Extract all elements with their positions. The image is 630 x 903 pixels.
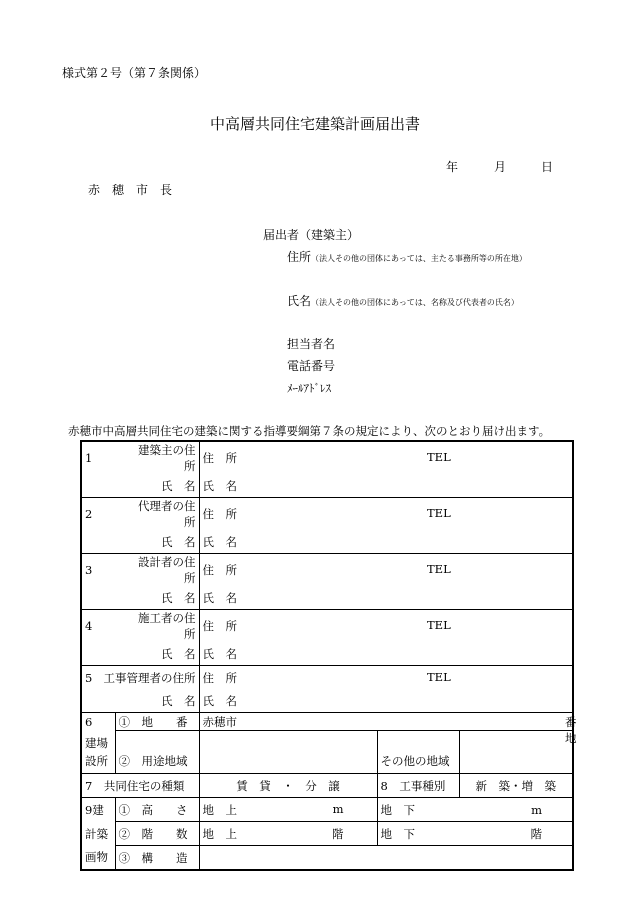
phone-label: 電話番号 [287, 359, 336, 373]
table-row [81, 798, 573, 822]
table-row [81, 846, 573, 871]
table-row [81, 689, 573, 713]
table-row [81, 474, 573, 498]
applicant-address-note: （法人その他の団体にあっては、主たる事務所等の所在地） [311, 254, 527, 263]
table-row [81, 610, 573, 643]
table-row [81, 530, 573, 554]
site-label-line2: 設所 [85, 753, 108, 768]
party-name-cell[interactable]: 氏 名 [199, 689, 573, 713]
table-row [81, 822, 573, 846]
table-row [81, 774, 573, 798]
party-number: 2 [85, 507, 93, 521]
party-number: 1 [85, 451, 93, 465]
lot-number-label: ① 地 番 [118, 714, 188, 729]
party-name-label: 氏 名 [161, 534, 196, 549]
party-role: 代理者の住 所 [138, 499, 207, 529]
date-day-label: 日 [541, 160, 554, 174]
applicant-address-label: 住所（法人その他の団体にあっては、主たる事務所等の所在地） [287, 250, 527, 264]
document-title: 中高層共同住宅建築計画届出書 [209, 115, 420, 133]
party-name-cell[interactable]: 氏 名 [199, 530, 573, 554]
tel-label: TEL [427, 669, 451, 684]
tel-label: TEL [427, 562, 451, 576]
floors-below-label-cell: 地 下 [377, 822, 459, 846]
height-below-label-cell: 地 下 [377, 798, 459, 822]
party-name-cell[interactable]: 氏 名 [199, 474, 573, 498]
applicant-name-note: （法人その他の団体にあっては、名称及び代表者の氏名） [311, 298, 519, 307]
form-number: 様式第２号（第７条関係） [62, 66, 207, 80]
structure-cell[interactable] [199, 846, 573, 871]
table-row [81, 731, 573, 774]
party-role: 設計者の住 所 [138, 555, 207, 585]
zoning-label: ② 用途地域 [118, 754, 188, 768]
other-zoning-label: その他の地域 [380, 754, 450, 768]
work-type-cell[interactable]: 新 築・増 築 [459, 774, 573, 798]
lot-number-cell[interactable]: 赤穂市 番地 [199, 713, 573, 731]
party-name-label: 氏 名 [161, 590, 196, 605]
party-number: 4 [85, 619, 93, 633]
party-address-cell[interactable]: 住 所 TEL [199, 666, 573, 690]
lot-suffix: 番地 [565, 714, 577, 745]
height-label: ① 高 さ [118, 802, 188, 817]
statement-text: 赤穂市中高層共同住宅の建築に関する指導要綱第７条の規定により、次のとおり届け出ます。 [68, 424, 551, 438]
party-name-cell[interactable]: 氏 名 [199, 642, 573, 666]
email-label: ﾒｰﾙｱﾄﾞﾚｽ [287, 382, 331, 395]
tel-label: TEL [427, 506, 451, 520]
floors-above-cell[interactable]: 地 上 階 [199, 822, 377, 846]
party-number: 5 [85, 670, 93, 685]
applicant-label: 届出者（建築主） [263, 228, 360, 242]
table-row [81, 441, 573, 474]
applicant-name-label: 氏名（法人その他の団体にあっては、名称及び代表者の氏名） [287, 294, 519, 308]
site-number: 6 [85, 714, 93, 729]
tel-label: TEL [427, 450, 451, 464]
table-row [81, 498, 573, 531]
building-label-3: 画物 [85, 850, 108, 865]
party-name-label: 氏 名 [161, 693, 196, 708]
building-label-1: 9建 [85, 802, 104, 817]
date-month-label: 月 [494, 160, 507, 174]
party-address-cell[interactable]: 住 所 TEL [199, 498, 573, 531]
party-role: 建築主の住 所 [138, 443, 207, 473]
building-label-2: 計築 [85, 826, 108, 841]
floors-label: ② 階 数 [118, 826, 188, 841]
party-name-cell[interactable]: 氏 名 [199, 586, 573, 610]
table-row [81, 713, 573, 731]
floors-below-cell[interactable]: 階 [459, 822, 573, 846]
party-name-label: 氏 名 [161, 478, 196, 493]
site-label-line1: 建場 [85, 735, 108, 750]
table-row [81, 642, 573, 666]
party-role: 施工者の住 所 [138, 611, 207, 641]
contact-person-label: 担当者名 [287, 337, 336, 351]
tel-label: TEL [427, 618, 451, 632]
work-type-label: 8 工事種別 [380, 778, 446, 793]
height-below-cell[interactable]: m [459, 798, 573, 822]
zoning-cell[interactable] [199, 731, 377, 774]
other-zoning-cell[interactable] [459, 731, 573, 774]
party-address-cell[interactable]: 住 所 TEL [199, 610, 573, 643]
housing-type-label: 7 共同住宅の種類 [85, 778, 185, 793]
date-year-label: 年 [446, 160, 459, 174]
housing-type-cell[interactable]: 賃 貸 ・ 分 譲 [199, 774, 377, 798]
table-row [81, 554, 573, 587]
party-address-cell[interactable]: 住 所 TEL [199, 441, 573, 474]
party-name-label: 氏 名 [161, 646, 196, 661]
party-number: 3 [85, 563, 93, 577]
structure-label: ③ 構 造 [118, 850, 188, 865]
table-row [81, 586, 573, 610]
table-row [81, 666, 573, 690]
party-role: 工事管理者の住所 [103, 670, 196, 685]
application-form-table [80, 440, 577, 871]
party-address-cell[interactable]: 住 所 TEL [199, 554, 573, 587]
height-above-cell[interactable]: 地 上 m [199, 798, 377, 822]
addressee: 赤 穂 市 長 [88, 183, 173, 197]
